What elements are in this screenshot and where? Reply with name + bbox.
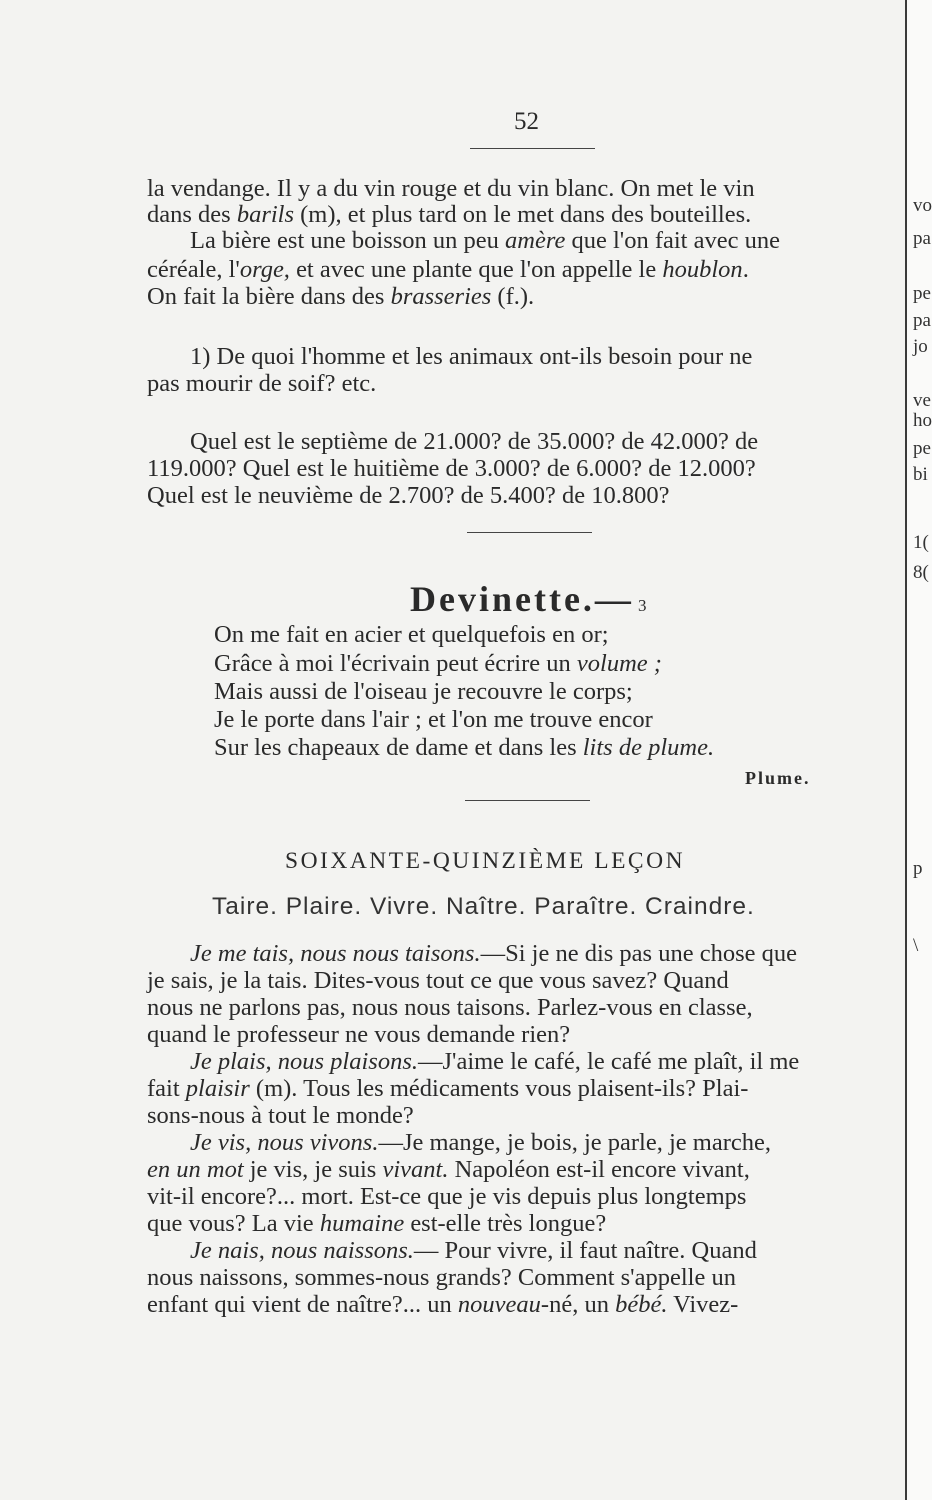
text-line: pas mourir de soif? etc.	[147, 370, 377, 397]
section-rule-2	[465, 800, 590, 801]
text-line: je sais, je la tais. Dites-vous tout ce que vous savez? Quand	[147, 967, 729, 994]
margin-fragment: bi	[913, 464, 928, 485]
text-line: Je plais, nous plaisons.—J'aime le café, le café me plaît, il me	[190, 1048, 800, 1075]
section-rule	[467, 532, 592, 533]
text-line: sons-nous à tout le monde?	[147, 1102, 414, 1129]
text-line: vit-il encore?... mort. Est-ce que je vis depuis plus longtemps	[147, 1183, 747, 1210]
verse-line: On me fait en acier et quelquefois en or;	[214, 621, 609, 648]
devinette-number: 3	[637, 596, 650, 615]
text-line: que vous? La vie humaine est-elle très longue?	[147, 1210, 607, 1237]
lesson-subtitle: Taire. Plaire. Vivre. Naître. Paraître. Craindre.	[212, 893, 755, 920]
text-line: en un mot je vis, je suis vivant. Napoléon est-il encore vivant,	[147, 1156, 750, 1183]
text-line: la vendange. Il y a du vin rouge et du vin blanc. On met le vin	[147, 175, 755, 202]
text-line: Je nais, nous naissons.— Pour vivre, il faut naître. Quand	[190, 1237, 757, 1264]
text-line: Quel est le neuvième de 2.700? de 5.400? de 10.800?	[147, 482, 670, 509]
verse-line: Sur les chapeaux de dame et dans les lits de plume.	[214, 734, 715, 761]
text-line: On fait la bière dans des brasseries (f.).	[147, 283, 535, 310]
header-rule	[470, 148, 595, 149]
text-line: La bière est une boisson un peu amère que l'on fait avec une	[190, 227, 780, 254]
lesson-title: SOIXANTE-QUINZIÈME LEÇON	[285, 848, 686, 874]
text-line: Je me tais, nous nous taisons.—Si je ne dis pas une chose que	[190, 940, 797, 967]
margin-fragment: p	[913, 858, 923, 879]
margin-fragment: 1(	[913, 532, 929, 553]
text-line: nous naissons, sommes-nous grands? Comment s'appelle un	[147, 1264, 736, 1291]
text-line: fait plaisir (m). Tous les médicaments vous plaisent-ils? Plai-	[147, 1075, 749, 1102]
margin-fragment: ve	[913, 390, 931, 411]
text-line: Je vis, nous vivons.—Je mange, je bois, je parle, je marche,	[190, 1129, 771, 1156]
verse-line: Je le porte dans l'air ; et l'on me trouve encor	[214, 706, 653, 733]
adjacent-page-edge	[905, 0, 932, 1500]
margin-fragment: jo	[913, 336, 928, 357]
text-line: quand le professeur ne vous demande rien?	[147, 1021, 571, 1048]
text-line: 1) De quoi l'homme et les animaux ont-ils besoin pour ne	[190, 343, 753, 370]
devinette-answer: Plume.	[745, 768, 811, 788]
page-number: 52	[514, 108, 539, 135]
text-line: Quel est le septième de 21.000? de 35.000? de 42.000? de	[190, 428, 759, 455]
text-line: enfant qui vient de naître?... un nouveau-né, un bébé. Vivez-	[147, 1291, 739, 1318]
margin-fragment: pe	[913, 283, 931, 304]
margin-fragment: ho	[913, 410, 932, 431]
margin-fragment: 8(	[913, 562, 929, 583]
margin-fragment: vo	[913, 195, 932, 216]
margin-fragment: pa	[913, 310, 931, 331]
margin-fragment: pe	[913, 438, 931, 459]
text-line: dans des barils (m), et plus tard on le met dans des bouteilles.	[147, 201, 752, 228]
text-line: nous ne parlons pas, nous nous taisons. Parlez-vous en classe,	[147, 994, 753, 1021]
verse-line: Mais aussi de l'oiseau je recouvre le corps;	[214, 678, 633, 705]
text-line: 119.000? Quel est le huitième de 3.000? de 6.000? de 12.000?	[147, 455, 756, 482]
text-line: céréale, l'orge, et avec une plante que l'on appelle le houblon.	[147, 256, 749, 283]
verse-line: Grâce à moi l'écrivain peut écrire un volume ;	[214, 650, 662, 677]
devinette-title	[410, 578, 649, 620]
devinette-title-text: Devinette.—	[410, 579, 634, 619]
margin-fragment: \	[913, 935, 919, 956]
margin-fragment: pa	[913, 228, 931, 249]
